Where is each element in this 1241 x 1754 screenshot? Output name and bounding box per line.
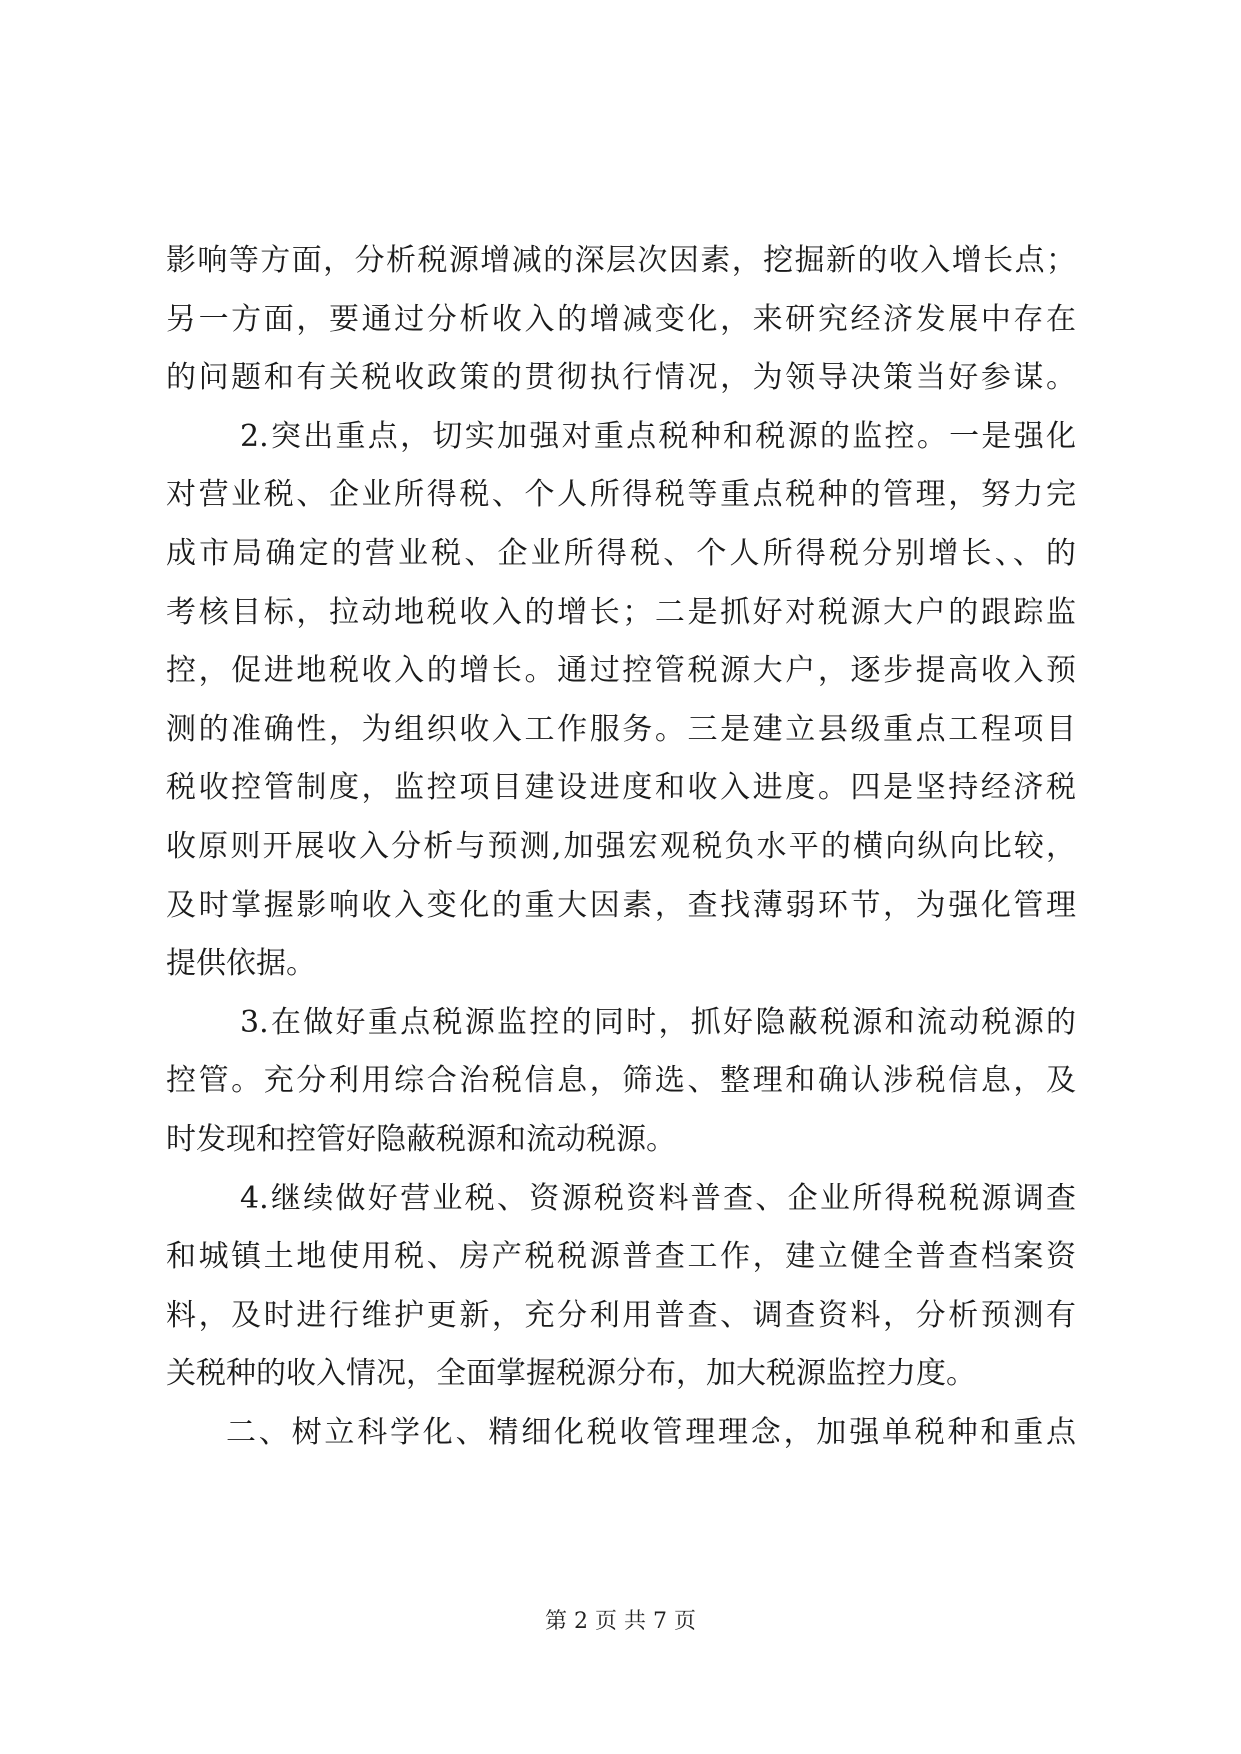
text-line: 提供依据。 [166, 946, 316, 982]
text-line: 3.在做好重点税源监控的同时，抓好隐蔽税源和流动税源的 [240, 1004, 1076, 1040]
text-line: 控管。充分利用综合治税信息，筛选、整理和确认涉税信息，及 [166, 1063, 1076, 1099]
text-line: 二、树立科学化、精细化税收管理理念，加强单税种和重点 [226, 1414, 1076, 1450]
text-line: 对营业税、企业所得税、个人所得税等重点税种的管理，努力完 [166, 477, 1076, 513]
text-line: 控，促进地税收入的增长。通过控管税源大户，逐步提高收入预 [166, 653, 1076, 689]
text-line: 影响等方面，分析税源增减的深层次因素，挖掘新的收入增长点； [166, 243, 1076, 278]
text-line: 关税种的收入情况，全面掌握税源分布，加大税源监控力度。 [166, 1356, 976, 1392]
document-body [166, 232, 1076, 1462]
text-line: 另一方面，要通过分析收入的增减变化，来研究经济发展中存在 [166, 301, 1076, 337]
text-line: 2.突出重点，切实加强对重点税种和税源的监控。一是强化 [240, 418, 1076, 454]
text-line: 测的准确性，为组织收入工作服务。三是建立县级重点工程项目 [166, 711, 1076, 747]
text-line: 及时掌握影响收入变化的重大因素，查找薄弱环节，为强化管理 [166, 887, 1076, 923]
text-line: 的问题和有关税收政策的贯彻执行情况，为领导决策当好参谋。 [166, 360, 1076, 396]
text-line: 和城镇土地使用税、房产税税源普查工作，建立健全普查档案资 [166, 1239, 1076, 1275]
page-footer: 第 2 页 共 7 页 [545, 1609, 696, 1634]
text-line: 收原则开展收入分析与预测,加强宏观税负水平的横向纵向比较， [166, 828, 1076, 864]
text-line: 料，及时进行维护更新，充分利用普查、调查资料，分析预测有 [166, 1297, 1076, 1333]
text-line: 税收控管制度，监控项目建设进度和收入进度。四是坚持经济税 [166, 770, 1076, 806]
text-line: 时发现和控管好隐蔽税源和流动税源。 [166, 1121, 676, 1157]
text-line: 考核目标，拉动地税收入的增长；二是抓好对税源大户的跟踪监 [166, 594, 1076, 630]
text-line: 成市局确定的营业税、企业所得税、个人所得税分别增长、、的 [166, 535, 1076, 571]
text-line: 4.继续做好营业税、资源税资料普查、企业所得税税源调查 [240, 1180, 1076, 1216]
